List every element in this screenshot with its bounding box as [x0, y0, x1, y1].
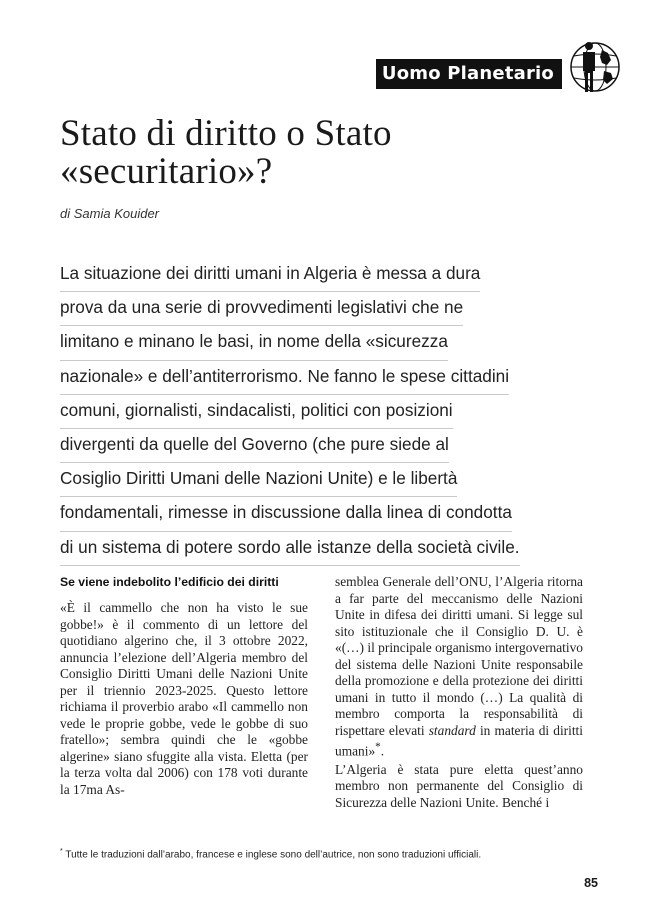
lede-line: fondamentali, rimesse in discussione dalla linea di condotta	[60, 497, 512, 531]
globe-with-standing-man-icon	[564, 38, 622, 96]
title-line-1: Stato di diritto o Stato	[60, 113, 392, 154]
lede-line: Cosiglio Diritti Umani delle Nazioni Unite) e le libertà	[60, 463, 457, 497]
section-label: Uomo Planetario	[376, 59, 562, 89]
lede-line: di un sistema di potere sordo alle istanze della società civile.	[60, 532, 520, 566]
title-line-2: «securitario»?	[60, 151, 273, 192]
page-number: 85	[584, 876, 598, 890]
lede-paragraph	[60, 258, 560, 566]
lede-line: prova da una serie di provvedimenti legislativi che ne	[60, 292, 463, 326]
body-paragraph	[335, 574, 583, 760]
footnote-text: Tutte le traduzioni dall’arabo, francese e inglese sono dell’autrice, non sono traduzioni ufficiali.	[65, 849, 482, 861]
lede-line: divergenti da quelle del Governo (che pure siede al	[60, 429, 449, 463]
paragraph-text: semblea Generale dell’ONU, l’Algeria ritorna a far parte del meccanismo delle Nazioni Unite in difesa dei diritti umani. Si legge sul sito istituzionale che il Consiglio D. U. è «(…) il principale organismo intergovernativo del sistema delle Nazioni Unite responsabile della promozione e della protezione dei diritti umani in tutto il mondo (…) La qualità di membro comporta la responsabilità di rispettare elevati	[335, 574, 583, 738]
byline: di Samia Kouider	[60, 206, 159, 221]
footnote	[60, 848, 481, 860]
article-title	[60, 115, 600, 191]
section-heading: Se viene indebolito l’edificio dei diritti	[60, 575, 279, 589]
paragraph-text: .	[380, 743, 385, 759]
body-paragraph: L’Algeria è stata pure eletta quest’anno membro non permanente del Consiglio di Sicurezza delle Nazioni Unite. Benché i	[335, 761, 583, 810]
paragraph-text: in materia di diritti umani»	[335, 722, 583, 759]
lede-line: La situazione dei diritti umani in Algeria è messa a dura	[60, 258, 480, 292]
lede-line: nazionale» e dell’antiterrorismo. Ne fanno le spese cittadini	[60, 361, 509, 395]
body-column-left	[60, 574, 308, 798]
lede-line: comuni, giornalisti, sindacalisti, politici con posizioni	[60, 395, 453, 429]
section-header	[376, 38, 622, 96]
body-column-right	[335, 574, 583, 811]
body-paragraph: «È il cammello che non ha visto le sue gobbe!» è il commento di un lettore del quotidiano algerino che, il 3 ottobre 2022, annuncia l’elezione dell’Algeria membro del Consiglio Diritti Umani delle Nazioni Unite per il triennio 2023-2025. Questo lettore richiama il proverbio arabo «Il cammello non vede le proprie gobbe, vede le gobbe di suo fratello»; sembra quindi che le «gobbe algerine» siano sfuggite alla vista. Eletta (per la terza volta dal 2006) con 178 voti durante la 17ma As-	[60, 600, 308, 797]
footnote-marker: *	[60, 848, 63, 855]
footnote-marker: *	[375, 741, 381, 753]
italic-term: standard	[428, 722, 476, 738]
lede-line: limitano e minano le basi, in nome della «sicurezza	[60, 326, 448, 360]
